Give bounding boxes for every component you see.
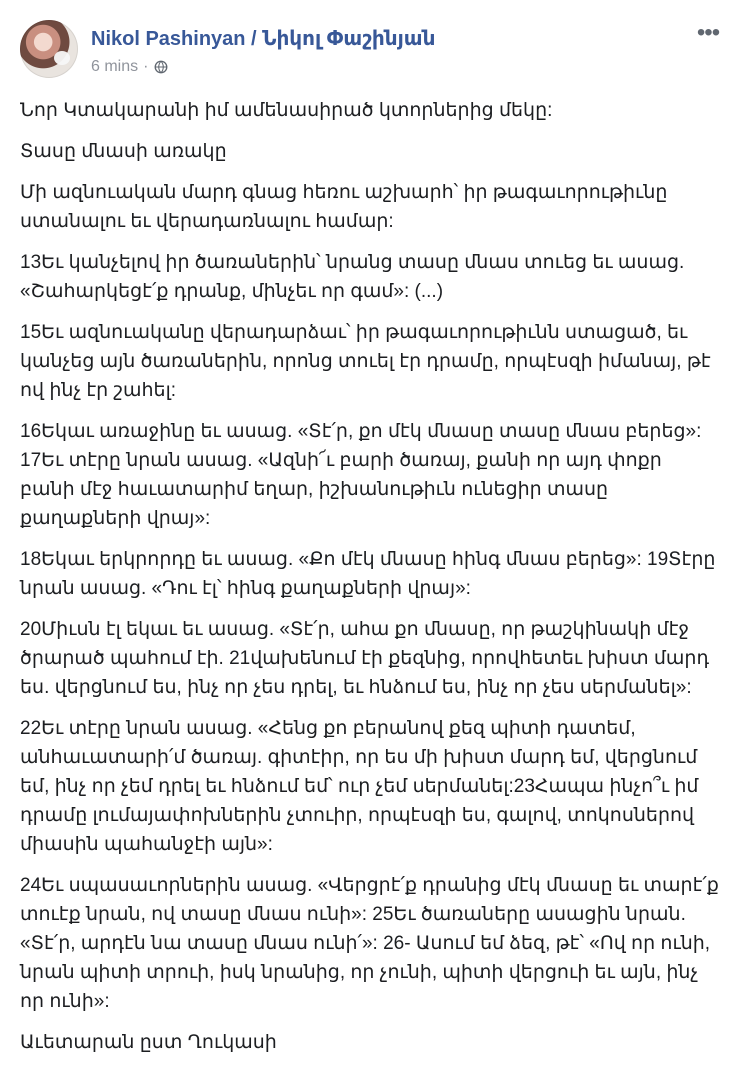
post-paragraph: 20Միւսն էլ եկաւ եւ ասաց. «Տէ՛ր, ահա քո մնասը, որ թաշկինակի մէջ ծրարած պահում էի. 21վախենում էի քեզնից, որովհետեւ խիստ մարդ ես. վերցնում ես, ինչ որ չես դրել, եւ հնձում ես, ինչ որ չես սերմանել»: [20, 619, 710, 698]
post-timestamp[interactable]: 6 mins [91, 58, 139, 75]
globe-icon[interactable] [154, 60, 168, 74]
post-paragraph: 13Եւ կանչելով իր ծառաներին՝ նրանց տասը մնաս տուեց եւ ասաց. «Շահարկեցէ՛ք դրանք, մինչեւ որ գամ»: (...) [20, 252, 685, 302]
post-paragraph: 24Եւ սպասաւորներին ասաց. «Վերցրէ՛ք դրանից մէկ մնասը եւ տարէ՛ք տուէք նրան, ով տասը մնաս ունի»: 25Եւ ծառաները ասացին նրան. «Տէ՛ր, արդէն նա տասը մնաս ունի՛»: 26- Ասում եմ ձեզ, թէ՝ «Ով որ ունի, նրան պիտի տրուի, իսկ նրանից, որ չունի, պիտի վերցուի եւ այն, ինչ որ ունի»: [20, 875, 719, 1012]
post-content [20, 96, 720, 1067]
meta-separator: · [143, 58, 149, 75]
post-paragraph: 16Եկաւ առաջինը եւ ասաց. «Տէ՛ր, քո մէկ մնասը տասը մնաս բերեց»: 17Եւ տէրը նրան ասաց. «Ազնի՜ւ բարի ծառայ, քանի որ այդ փոքր բանի մէջ հաւատարիմ եղար, իշխանութիւն ունեցիր տասը քաղաքների վրայ»: [20, 421, 702, 529]
post-paragraph: Աւետարան ըստ Ղուկասի [20, 1032, 277, 1053]
post-header [20, 20, 720, 82]
post-paragraph: Տասը մնասի առակը [20, 141, 227, 162]
post-paragraph: 22Եւ տէրը նրան ասաց. «Հենց քո բերանով քեզ պիտի դատեմ, անհաւատարի՛մ ծառայ. գիտէիր, որ ես մի խիստ մարդ եմ, վերցնում եմ, ինչ որ չեմ դրել եւ հնձում եմ՝ ուր չեմ սերմանել:23Հապա ինչո՞ւ իմ դրամը լումայափոխներին չտուիր, որպէսզի ես, գալով, տոկոսներով միասին պահանջէի այն»: [20, 718, 699, 855]
more-icon[interactable]: ••• [696, 19, 720, 46]
post-paragraph: 18Եկաւ երկրորդը եւ ասաց. «Քո մէկ մնասը հինգ մնաս բերեց»: 19Տէրը նրան ասաց. «Դու էլ՝ հինգ քաղաքների վրայ»: [20, 549, 716, 599]
post-meta [91, 57, 168, 77]
post-paragraph: Մի ազնուական մարդ գնաց հեռու աշխարհ՝ իր թագաւորութիւնը ստանալու եւ վերադառնալու համար: [20, 182, 668, 232]
post-paragraph: Նոր Կտակարանի իմ ամենասիրած կտորներից մեկը: [20, 100, 553, 121]
author-avatar[interactable] [20, 20, 78, 78]
author-name-link[interactable]: Nikol Pashinyan / Նիկոլ Փաշինյան [91, 28, 436, 50]
post-paragraph: 15Եւ ազնուականը վերադարձաւ՝ իր թագաւորութիւնն ստացած, եւ կանչեց այն ծառաներին, որոնց տուել էր դրամը, որպէսզի իմանայ, թէ ով ինչ էր շահել: [20, 322, 711, 401]
